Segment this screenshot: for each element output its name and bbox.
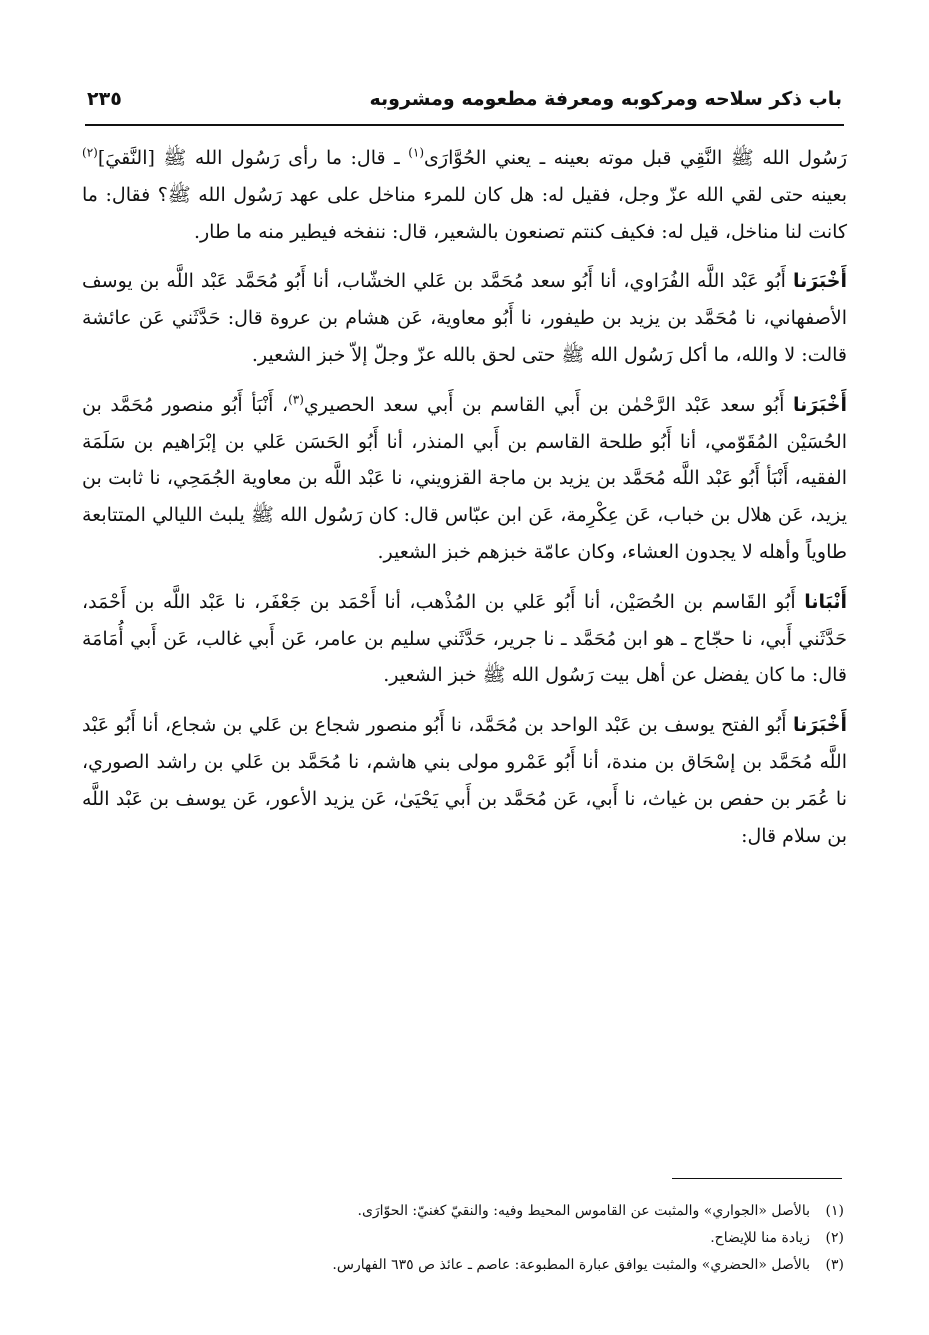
footnote-text: زيادة منا للإيضاح. bbox=[710, 1230, 810, 1246]
paragraph-1-part-3: بعينه حتى لقي الله عزّ وجل، فقيل له: هل كان للمرء مناخل على عهد رَسُول الله ﷺ؟ فقال: ما كانت لنا مناخل، قيل له: فكيف كنتم تصنعون بالشعير، قال: ننفخه فيطير منه ما طار. bbox=[82, 183, 847, 243]
paragraph-4 bbox=[82, 584, 847, 694]
page-number: ٢٣٥ bbox=[87, 88, 122, 110]
paragraph-1-part-2: ـ قال: ما رأى رَسُول الله ﷺ [النَّقيَ] bbox=[97, 147, 409, 169]
footnote-1 bbox=[85, 1198, 844, 1225]
narration-lead-word: أَخْبَرَنا bbox=[792, 270, 847, 293]
narration-lead-word: أَخْبَرَنا bbox=[792, 714, 847, 737]
footnote-ref-1: (١) bbox=[408, 145, 425, 160]
footnote-divider bbox=[672, 1178, 842, 1179]
narration-lead-word: أَخْبَرَنا bbox=[792, 393, 847, 416]
footnote-2 bbox=[85, 1225, 844, 1252]
paragraph-3-part-1: أَبُو سعد عَبْد الرَّحْمٰن بن أَبي القاسم بن أَبي سعد الحصيري bbox=[303, 393, 793, 416]
footnotes bbox=[85, 1198, 844, 1279]
footnote-ref-3: (٣) bbox=[288, 392, 304, 407]
footnote-text: بالأصل «الجواري» والمثبت عن القاموس المحيط وفيه: والنقيّ كغنيّ: الحوّارَى. bbox=[357, 1203, 810, 1219]
paragraph-3 bbox=[82, 387, 847, 571]
paragraph-1 bbox=[82, 140, 847, 250]
page-header bbox=[85, 82, 844, 126]
paragraph-3-part-2: ، أَنْبَأ أَبُو منصور مُحَمَّد بن الحُسَيْن المُقَوّمي، أنا أَبُو طلحة القاسم بن أَبي المنذر، أنا أَبُو الحَسَن عَلي بن إبْرَاهيم بن سَلَمَة الفقيه، أَنْبَأ أَبُو عَبْد اللَّه مُحَمَّد بن يزيد بن ماجة القزويني، نا عَبْد اللَّه بن معاوية الجُمَحِي، نا ثابت بن يزيد، عَن هلال بن خباب، عَن عِكْرِمة، عَن ابن عبّاس قال: كان رَسُول الله ﷺ يلبث الليالي المتتابعة طاوياً وأهله لا يجدون العشاء، وكان عامّة خبزهم خبز الشعير. bbox=[82, 393, 847, 563]
running-title: باب ذكر سلاحه ومركوبه ومعرفة مطعومه ومشروبه bbox=[369, 88, 842, 110]
footnote-number: (٢) bbox=[825, 1230, 844, 1246]
footnote-3 bbox=[85, 1252, 844, 1279]
footnote-number: (١) bbox=[825, 1203, 844, 1219]
footnote-ref-2: (٢) bbox=[82, 145, 98, 160]
footnote-text: بالأصل «الحضري» والمثبت يوافق عبارة المطبوعة: عاصم ـ عائذ ص ٦٣٥ الفهارس. bbox=[332, 1257, 810, 1273]
paragraph-2-text: أَبُو عَبْد اللَّه الفُرَاوي، أنا أَبُو سعد مُحَمَّد بن عَلي الخشّاب، أنا أَبُو مُحَمَّد عَبْد اللَّه بن يوسف الأصفهاني، نا مُحَمَّد بن يزيد بن طيفور، نا أَبُو معاوية، عَن هشام بن عروة قال: حَدَّثَني عَن عائشة قالت: لا والله، ما أكل رَسُول الله ﷺ حتى لحق بالله عزّ وجلّ إلاّ خبز الشعير. bbox=[82, 270, 847, 366]
narration-lead-word: أَنْبَانا bbox=[804, 590, 847, 613]
paragraph-4-text: أَبُو القَاسم بن الحُصَيْن، أنا أَبُو عَلي بن المُذْهب، أنا أَحْمَد بن جَعْفَر، نا عَبْد اللَّه بن أَحْمَد، حَدَّثَني أَبي، نا حجّاج ـ هو ابن مُحَمَّد ـ نا جرير، حَدَّثَني سليم بن عامر، عَن أَبي غالب، عَن أَبي أُمَامَة قال: ما كان يفضل عن أهل بيت رَسُول الله ﷺ خبز الشعير. bbox=[82, 590, 847, 687]
paragraph-5-text: أَبُو الفتح يوسف بن عَبْد الواحد بن مُحَمَّد، نا أَبُو منصور شجاع بن عَلي بن شجاع، أنا أَبُو عَبْد اللَّه مُحَمَّد بن إسْحَاق بن مندة، أنا أَبُو عَمْرو مولى بني هاشم، نا مُحَمَّد بن عَلي بن راشد الصوري، نا عُمَر بن حفص بن غياث، نا أَبي، عَن مُحَمَّد بن أَبي يَحْيَىٰ، عَن يزيد الأعور، عَن يوسف بن عَبْد اللَّه بن سلام قال: bbox=[82, 714, 847, 847]
paragraph-2 bbox=[82, 263, 847, 373]
main-text bbox=[82, 140, 847, 867]
paragraph-5 bbox=[82, 707, 847, 854]
paragraph-1-part-1: رَسُول الله ﷺ النَّقِي قبل موته بعينه ـ يعني الحُوَّارَى bbox=[424, 147, 847, 169]
footnote-number: (٣) bbox=[825, 1257, 844, 1273]
